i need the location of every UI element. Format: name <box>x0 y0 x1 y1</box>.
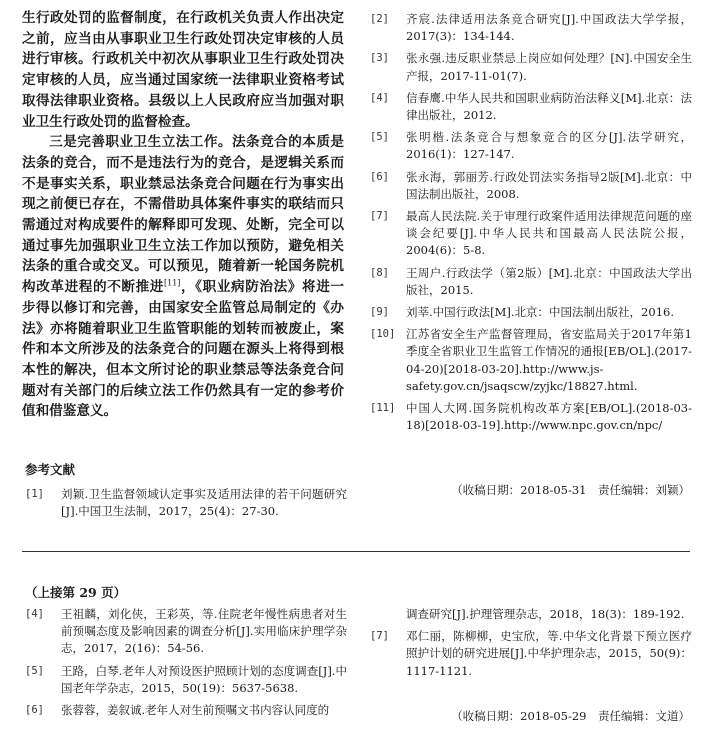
citation-superscript[interactable]: [11] <box>164 278 181 288</box>
article-body <box>22 8 344 422</box>
reference-number: [5] <box>370 131 389 144</box>
reference-number: [7] <box>370 210 389 223</box>
continued-references-left <box>25 606 347 724</box>
continued-references-right <box>370 606 692 685</box>
reference-item <box>25 606 347 658</box>
reference-number: [9] <box>370 306 389 319</box>
reference-number: [3] <box>370 52 389 65</box>
references-list-left <box>25 486 347 525</box>
received-date-note: （收稿日期：2018-05-31 责任编辑：刘颖） <box>451 483 690 497</box>
reference-item <box>370 265 692 299</box>
reference-item <box>25 486 347 520</box>
reference-item <box>370 169 692 203</box>
reference-item <box>370 50 692 84</box>
received-date-note-bottom: （收稿日期：2018-05-29 责任编辑：文道） <box>451 709 690 723</box>
reference-number: [4] <box>370 91 389 104</box>
reference-text: 中国人大网.国务院机构改革方案[EB/OL].(2018-03-18)[2018-03-19].http://www.npc.gov.cn/npc/ <box>406 401 692 433</box>
body-paragraph-1: 生行政处罚的监督制度，在行政机关负责人作出决定之前，应当由从事职业卫生行政处罚决定审核的人员进行审核。行政机关中初次从事职业卫生行政处罚决定审核的人员，应当通过国家统一法律职业资格考试取得法律职业资格。县级以上人民政府应当加强对职业卫生行政处罚的监督检查。 <box>22 10 344 130</box>
reference-item <box>370 11 692 45</box>
reference-item <box>370 90 692 124</box>
reference-item <box>370 304 692 321</box>
body-paragraph-2: 三是完善职业卫生立法工作。法条竞合的本质是法条的竞合，而不是违法行为的竞合，是逻辑关系而不是事实关系，职业禁忌法条竞合问题在行为事实出现之前便已存在，不需借助具体案件事实的联结而只需通过对构成要件的解释即可发现、处断，完全可以通过事先加强职业卫生立法工作加以预防，避免相关法条的重合或交叉。可以预见，随着新一轮国务院机构改革进程的不断推进[11]，《职业病防治法》将进一步得以修订和完善，由国家安全监管总局制定的《办法》亦将随着职业卫生监管职能的划转而被废止，案件和本文所涉及的法条竞合的问题在源头上将得到根本性的解决，但本文所讨论的职业禁忌等法条竞合问题对有关部门的后续立法工作仍然具有一定的参考价值和借鉴意义。 <box>22 134 345 420</box>
reference-item <box>370 326 692 395</box>
reference-text: 王路，白琴.老年人对预设医护照顾计划的态度调查[J].中国老年学杂志，2015，50(19)：5637-5638. <box>61 663 347 695</box>
reference-number: [6] <box>25 704 44 717</box>
reference-text: 邓仁丽，陈柳柳，史宝欣，等.中华文化背景下预立医疗照护计划的研究进展[J].中华护理杂志，2015，50(9)：1117-1121. <box>406 629 692 678</box>
continued-from-heading: （上接第 29 页） <box>25 585 127 600</box>
reference-text: 刘颖.卫生监督领域认定事实及适用法律的若干问题研究[J].中国卫生法制，2017，25(4)：27-30. <box>61 487 347 519</box>
reference-number: [8] <box>370 266 389 279</box>
references-heading: 参考文献 <box>25 462 76 477</box>
reference-text: 江苏省安全生产监督管理局，省安监局关于2017年第1季度全省职业卫生监管工作情况的通报[EB/OL].(2017-04-20)[2018-03-20].http://www.js-safety.gov.cn/jsaqscw/zyjkc/18827.html. <box>406 327 692 393</box>
reference-number: [11] <box>370 402 396 415</box>
reference-number: [4] <box>25 608 44 620</box>
reference-text: 张永强.违反职业禁忌上岗应如何处理？[N].中国安全生产报，2017-11-01(7). <box>406 51 692 83</box>
reference-item <box>25 702 347 719</box>
reference-number: [10] <box>370 328 396 341</box>
reference-text: 王周户.行政法学（第2版）[M].北京：中国政法大学出版社，2015. <box>406 265 692 297</box>
continued-references-right-list <box>370 628 692 680</box>
reference-continuation: 调查研究[J].护理管理杂志，2018，18(3)：189-192. <box>406 607 685 621</box>
reference-text: 张蓉蓉，姜叙诚.老年人对生前预嘱文书内容认同度的 <box>61 703 330 718</box>
section-divider <box>22 551 690 552</box>
reference-number: [1] <box>25 488 44 500</box>
reference-text: 王祖麟，刘化侠，王彩英，等.住院老年慢性病患者对生前预嘱态度及影响因素的调查分析[J].实用临床护理学杂志，2017，2(16)：54-56. <box>61 607 347 656</box>
reference-item <box>370 628 692 680</box>
reference-number: [2] <box>370 13 389 25</box>
reference-text: 信春鹰.中华人民共和国职业病防治法释义[M].北京：法律出版社，2012. <box>406 90 692 123</box>
reference-number: [5] <box>25 664 44 677</box>
reference-text: 刘莘.中国行政法[M].北京：中国法制出版社，2016. <box>406 305 674 320</box>
reference-text: 最高人民法院.关于审理行政案件适用法律规范问题的座谈会纪要[J].中华人民共和国最高人民法院公报，2004(6)：5-8. <box>406 209 692 258</box>
reference-number: [7] <box>370 630 389 643</box>
reference-item <box>370 129 692 163</box>
reference-text: 张明楷.法条竞合与想象竞合的区分[J].法学研究，2016(1)：127-147. <box>406 130 692 162</box>
reference-text: 齐宸.法律适用法条竞合研究[J].中国政法大学学报，2017(3)：134-144. <box>406 12 692 44</box>
reference-item <box>370 208 692 260</box>
reference-item <box>370 400 692 434</box>
references-list-right <box>370 11 692 439</box>
reference-item <box>25 663 347 697</box>
reference-number: [6] <box>370 170 389 183</box>
reference-text: 张永海，郭丽芳.行政处罚法实务指导2版[M].北京：中国法制出版社，2008. <box>406 169 692 201</box>
